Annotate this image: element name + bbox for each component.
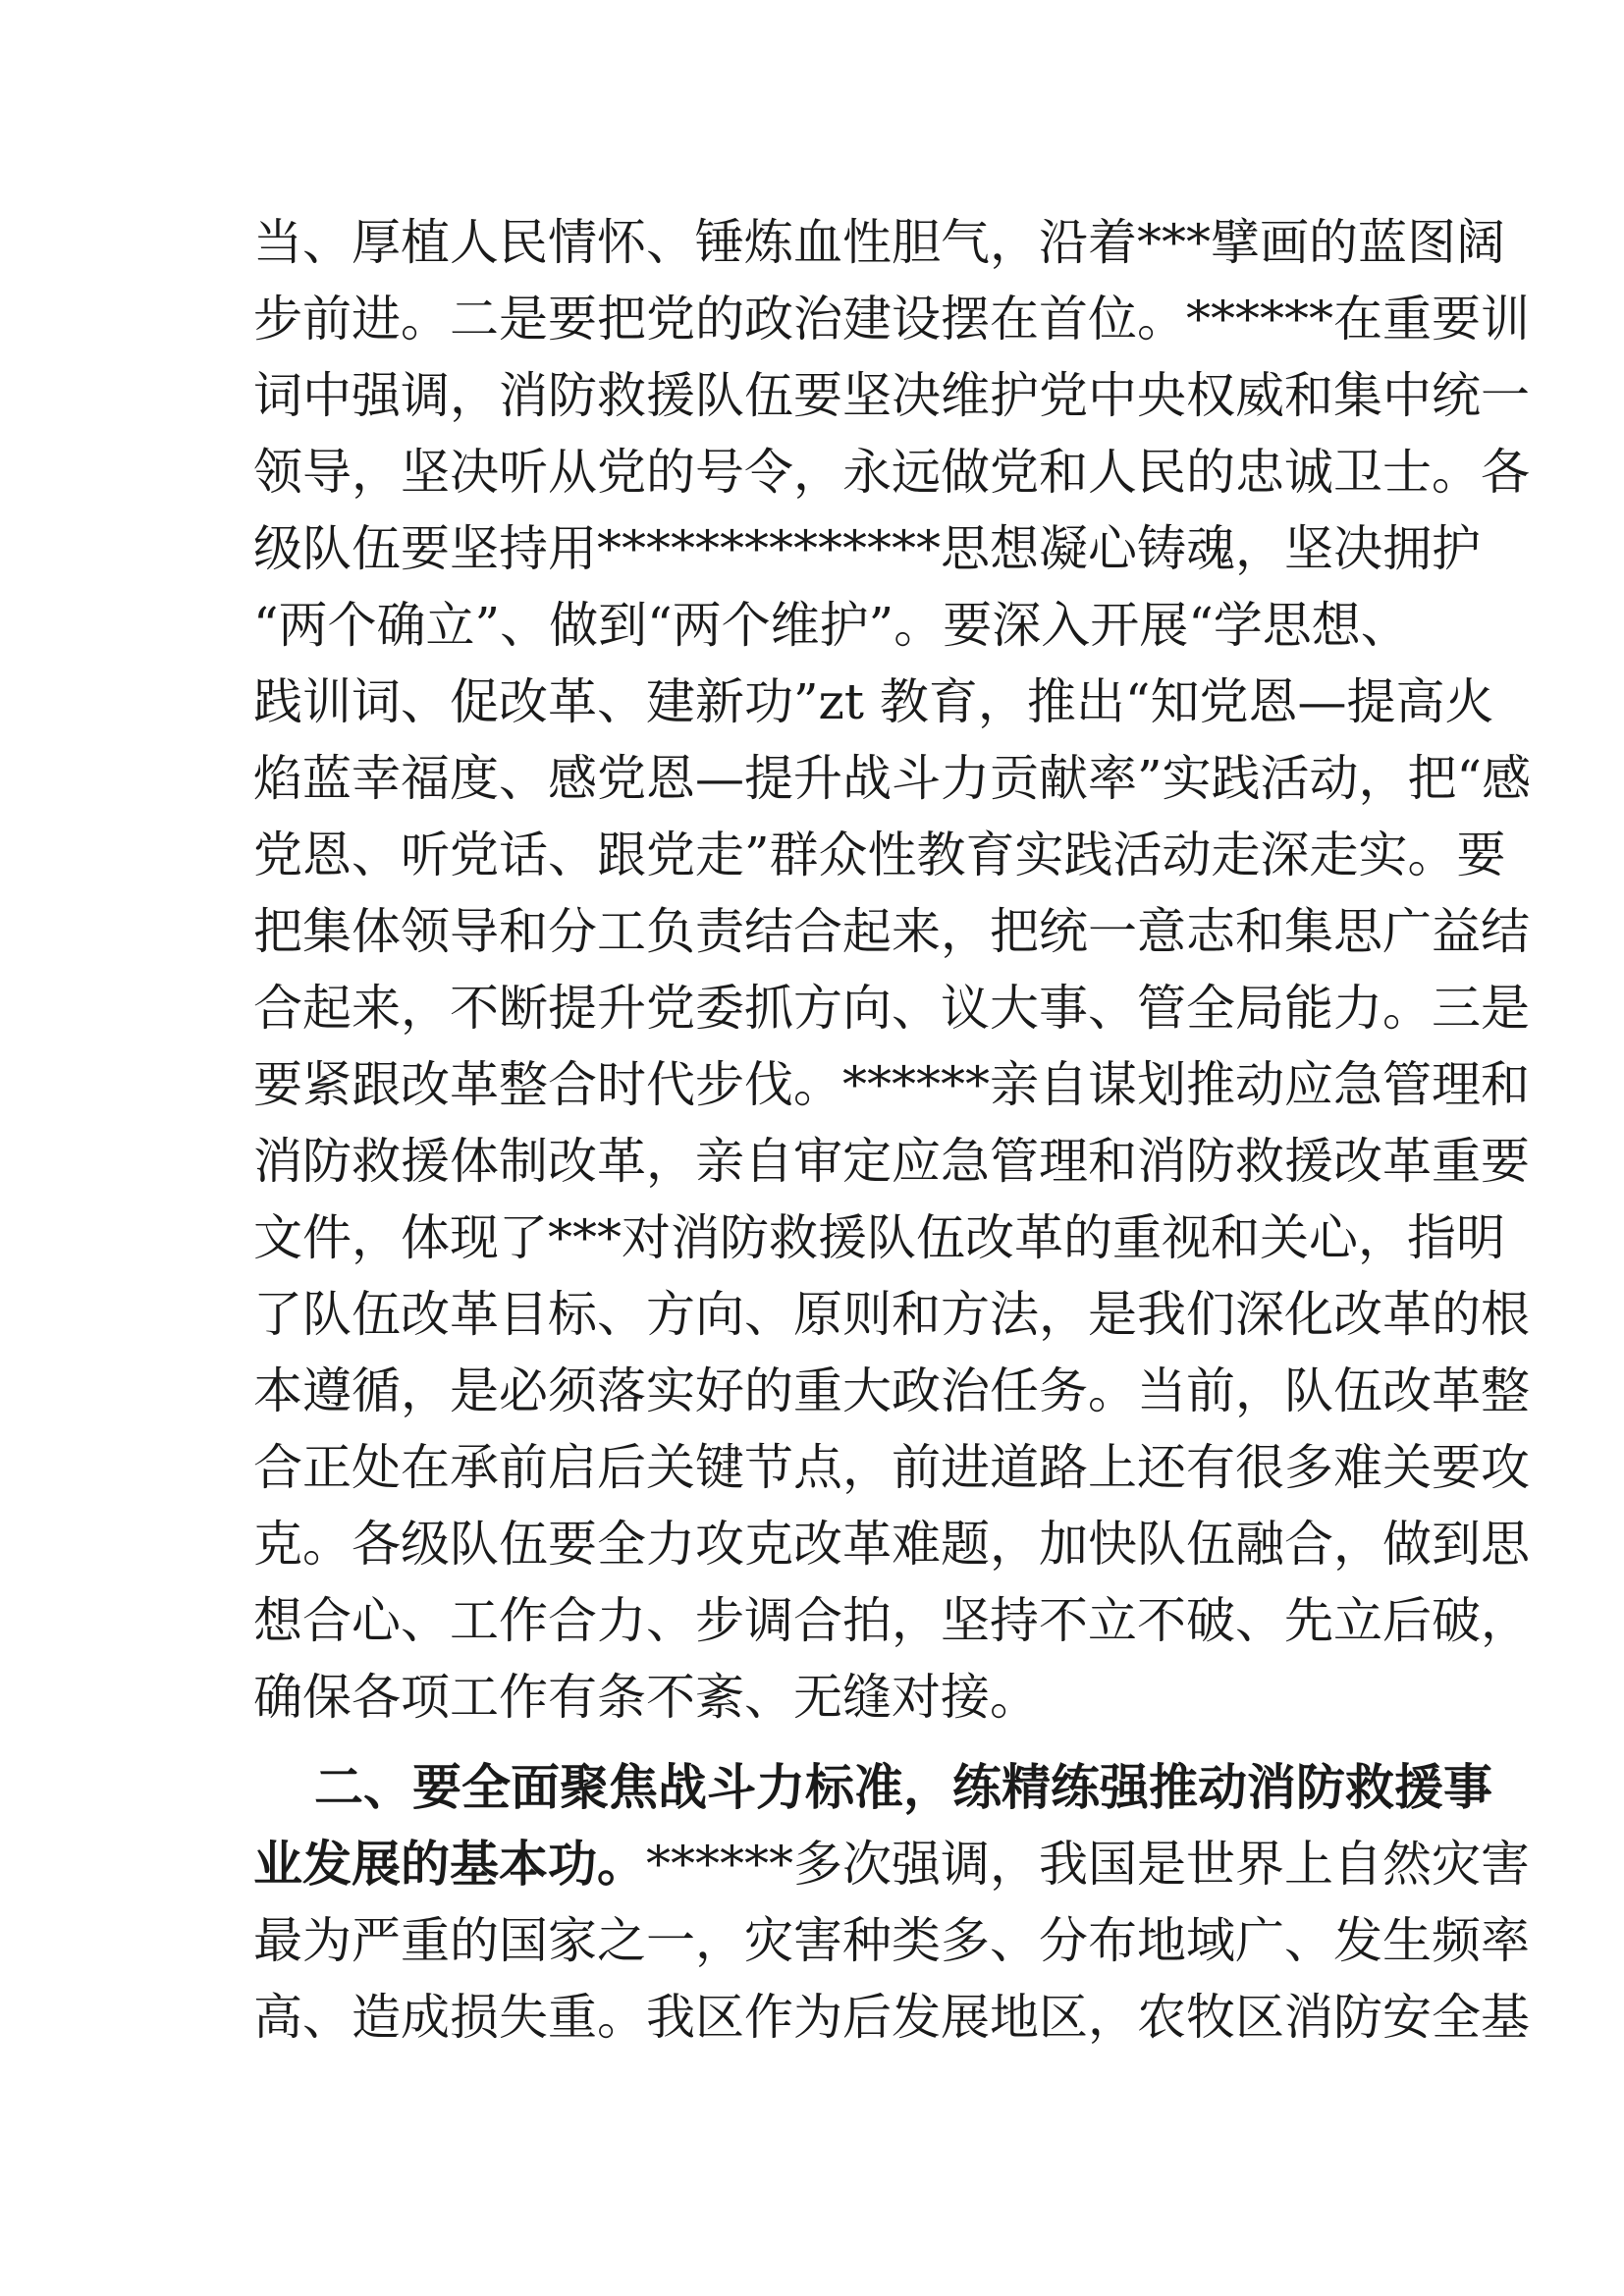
text-line: 了队伍改革目标、方向、原则和方法，是我们深化改革的根 (253, 1286, 1530, 1343)
text-line: 合正处在承前启后关键节点，前进道路上还有很多难关要攻 (253, 1439, 1530, 1496)
text-line: 焰蓝幸福度、感党恩—提升战斗力贡献率”实践活动，把“感 (253, 750, 1532, 807)
document-body (253, 204, 1532, 2056)
text-line: 要紧跟改革整合时代步伐。******亲自谋划推动应急管理和 (253, 1056, 1530, 1113)
section-heading-line: 二、要全面聚焦战斗力标准，练精练强推动消防救援事 (314, 1758, 1492, 1816)
text-line: 党恩、听党话、跟党走”群众性教育实践活动走深走实。要 (253, 827, 1506, 883)
section-heading-end: 业发展的基本功。 (253, 1835, 646, 1893)
text-line: 最为严重的国家之一，灾害种类多、分布地域广、发生频率 (253, 1912, 1530, 1969)
text-line: 确保各项工作有条不紊、无缝对接。 (253, 1669, 1039, 1726)
text-line: 高、造成损失重。我区作为后发展地区，农牧区消防安全基 (253, 1989, 1530, 2046)
text-line: 合起来，不断提升党委抓方向、议大事、管全局能力。三是 (253, 980, 1530, 1037)
text-line: “两个确立”、做到“两个维护”。要深入开展“学思想、 (253, 597, 1410, 654)
text-line: 当、厚植人民情怀、锤炼血性胆气，沿着***擘画的蓝图阔 (253, 214, 1505, 271)
paragraph (253, 204, 1532, 1735)
text-line: 践训词、促改革、建新功”zt 教育，推出“知党恩—提高火 (253, 673, 1494, 730)
text-line: 领导，坚决听从党的号令，永远做党和人民的忠诚卫士。各 (253, 444, 1530, 501)
text-line (253, 1826, 1530, 1902)
text-line: 本遵循，是必须落实好的重大政治任务。当前，队伍改革整 (253, 1362, 1530, 1419)
text-line: 级队伍要坚持用**************思想凝心铸魂，坚决拥护 (253, 520, 1481, 577)
text-line: 把集体领导和分工负责结合起来，把统一意志和集思广益结 (253, 903, 1530, 960)
text-line: 步前进。二是要把党的政治建设摆在首位。******在重要训 (253, 291, 1530, 347)
text-line: 克。各级队伍要全力攻克改革难题，加快队伍融合，做到思 (253, 1516, 1530, 1573)
text-line: 词中强调，消防救援队伍要坚决维护党中央权威和集中统一 (253, 367, 1530, 424)
text-line: 消防救援体制改革，亲自审定应急管理和消防救援改革重要 (253, 1133, 1530, 1190)
text-line: 想合心、工作合力、步调合拍，坚持不立不破、先立后破， (253, 1592, 1530, 1649)
paragraph (253, 1749, 1530, 2056)
paragraph-spacer (253, 1735, 1392, 1749)
text-line: 文件，体现了***对消防救援队伍改革的重视和关心，指明 (253, 1209, 1505, 1266)
text-span: ******多次强调，我国是世界上自然灾害 (646, 1836, 1530, 1893)
